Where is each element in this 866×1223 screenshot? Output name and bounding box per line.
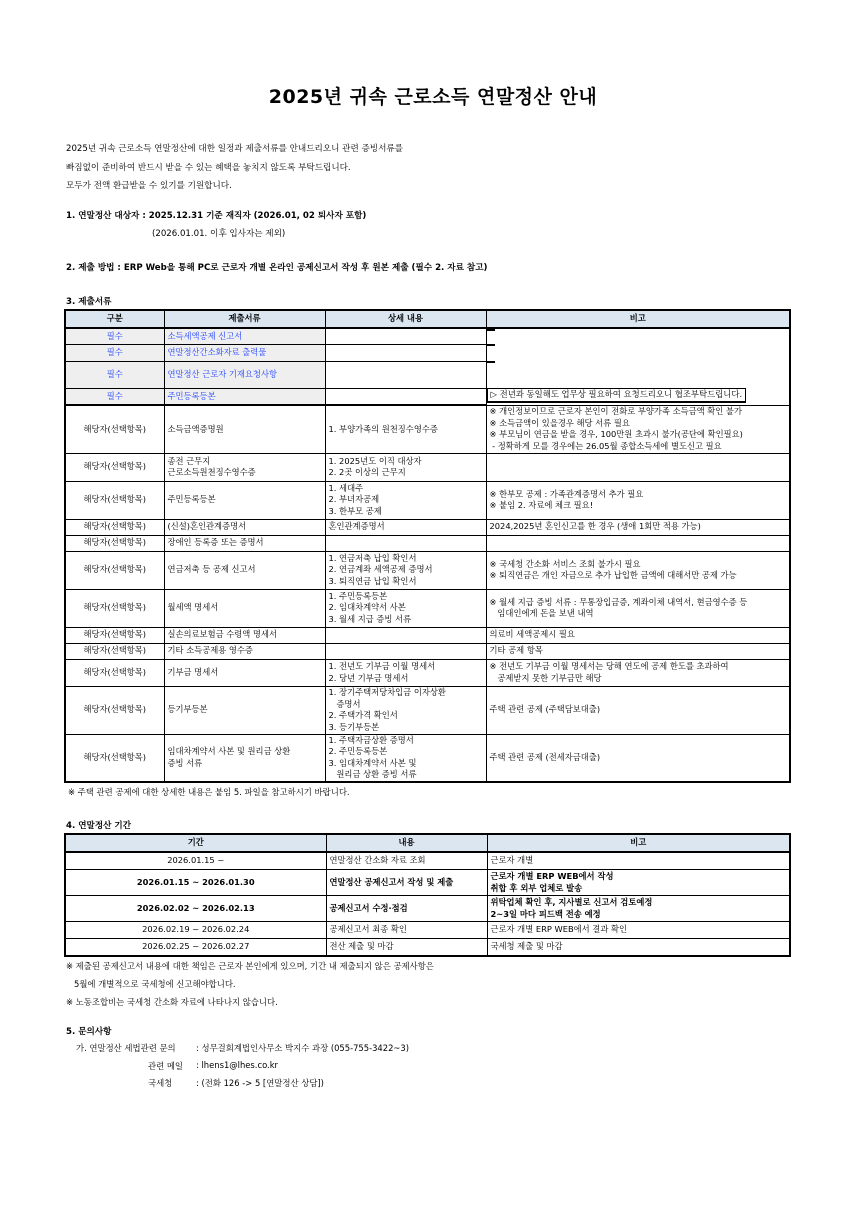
schedule-row	[65, 939, 790, 957]
note-line: 2~3일 마다 피드백 전송 예정	[490, 908, 601, 919]
optional-doc-row	[65, 481, 790, 519]
doc-line: 장애인 등록증 또는 증명서	[167, 537, 264, 548]
note-line: 의료비 세액공제시 필요	[489, 629, 575, 640]
table-header-row	[65, 310, 790, 328]
doc-cell	[164, 519, 325, 535]
detail-line: 2. 연금계좌 세액공제 증명서	[328, 564, 433, 575]
detail-line: 2. 2곳 이상의 근무지	[328, 467, 406, 477]
schedule-row	[65, 922, 790, 939]
table-header-row	[65, 834, 790, 852]
doc-cell	[164, 734, 325, 782]
doc-line: 기부금 명세서	[167, 666, 219, 677]
doc-line: 연금저축 등 공제 신고서	[167, 564, 256, 575]
detail-cell	[325, 551, 486, 589]
doc-cell	[164, 453, 325, 481]
note-line: ※ 퇴직연금은 개인 자금으로 추가 납입한 금액에 대해서만 공제 가능	[489, 570, 737, 580]
note-line: 기타 공제 항목	[489, 645, 543, 656]
doc-cell: 연말정산간소화자료 출력물	[164, 344, 325, 361]
doc-cell: 연말정산 근로자 기재요청사항	[164, 361, 325, 388]
detail-line: 3. 등기부등본	[328, 721, 380, 732]
contact-email-label: 관련 메일	[148, 1061, 184, 1071]
detail-line: 1. 2025년도 이직 대상자	[328, 455, 422, 466]
doc-line: 등기부등본	[167, 704, 208, 715]
detail-line: 2. 임대차계약서 사본	[328, 602, 406, 613]
note-cell	[486, 659, 790, 686]
note-line: 국세청 제출 및 마감	[490, 941, 563, 952]
note-line: 주택 관련 공제 (전세자금대출)	[489, 752, 601, 762]
type-cell: 해당자(선택항목)	[65, 405, 164, 453]
detail-cell	[325, 388, 486, 405]
detail-line: 3. 퇴직연금 납입 확인서	[328, 575, 417, 586]
note-cell	[486, 643, 790, 659]
required-doc-row	[65, 361, 790, 388]
note-cell	[486, 734, 790, 782]
type-cell: 해당자(선택항목)	[65, 453, 164, 481]
doc-cell	[164, 643, 325, 659]
note-cell: ▷ 전년과 동일해도 업무상 필요하여 요청드리오니 협조부탁드립니다.	[487, 388, 747, 403]
doc-line: 실손의료보험금 수령액 명세서	[167, 629, 277, 640]
note-line: ※ 국세청 간소화 서비스 조회 불가시 필요	[489, 558, 641, 569]
section3-title: 3. 제출서류	[66, 297, 112, 307]
doc-cell: 주민등록등본	[164, 388, 325, 405]
schedule-row	[65, 852, 790, 870]
doc-cell	[164, 659, 325, 686]
schedule-row	[65, 870, 790, 896]
doc-cell	[164, 589, 325, 627]
detail-line: 2. 당년 기부금 명세서	[328, 672, 409, 683]
optional-doc-row	[65, 686, 790, 734]
detail-cell	[325, 535, 486, 551]
optional-doc-row	[65, 734, 790, 782]
note-line: 2024,2025년 혼인신고를 한 경우 (생애 1회만 적용 가능)	[489, 521, 701, 532]
detail-cell	[325, 589, 486, 627]
doc-cell	[164, 535, 325, 551]
doc-line: (신설)혼인관계증명서	[167, 521, 247, 532]
note-cell	[487, 870, 790, 896]
type-cell: 해당자(선택항목)	[65, 481, 164, 519]
schedule-row	[65, 896, 790, 922]
detail-cell	[325, 519, 486, 535]
note-cell	[486, 453, 790, 481]
optional-doc-row	[65, 453, 790, 481]
note-line: 근로자 개별	[490, 855, 534, 866]
section5-title: 5. 문의사항	[66, 1027, 112, 1037]
note-cell	[487, 329, 495, 331]
note-line: 공제받지 못한 기부금만 해당	[489, 672, 602, 683]
contact-tax-value: : 성무걸회계법인사무소 박지수 과장 (055-755-3422~3)	[196, 1043, 410, 1053]
detail-cell	[325, 627, 486, 643]
detail-line: 2. 주택가격 확인서	[328, 710, 398, 720]
period-cell: 2026.01.15 ~ 2026.01.30	[65, 870, 326, 896]
note-cell	[487, 361, 495, 363]
detail-line: 혼인관계증명서	[328, 521, 385, 532]
contact-email-link[interactable]: : lhens1@lhes.co.kr	[196, 1060, 278, 1070]
header-note: 비고	[487, 834, 790, 852]
detail-line: 1. 전년도 기부금 이월 명세서	[328, 661, 436, 671]
header-note: 비고	[486, 310, 790, 328]
type-cell: 해당자(선택항목)	[65, 589, 164, 627]
contact-nts-value: : (전화 126 -> 5 [연말정산 상담])	[196, 1078, 324, 1088]
type-cell: 해당자(선택항목)	[65, 627, 164, 643]
doc-cell: 소득세액공제 신고서	[164, 328, 325, 344]
detail-cell	[325, 686, 486, 734]
detail-cell	[325, 643, 486, 659]
optional-doc-row	[65, 643, 790, 659]
doc-line: 임대차계약서 사본 및 원리금 상환	[167, 746, 291, 757]
content-cell: 전산 제출 및 마감	[326, 939, 487, 957]
header-content: 내용	[326, 834, 487, 852]
type-cell: 해당자(선택항목)	[65, 551, 164, 589]
note-line: ※ 개인정보이므로 근로자 본인이 전화로 부양가족 소득금액 확인 불가	[489, 406, 742, 416]
note-line: 근로자 개별 ERP WEB에서 작성	[490, 871, 614, 881]
type-cell: 필수	[65, 361, 164, 388]
detail-line: 1. 주민등록등본	[328, 590, 388, 601]
doc-line: 종전 근무지	[167, 455, 211, 466]
type-cell: 해당자(선택항목)	[65, 519, 164, 535]
note-line: 주택 관련 공제 (주택담보대출)	[489, 704, 601, 715]
optional-doc-row	[65, 535, 790, 551]
note-cell	[486, 405, 790, 453]
required-doc-row	[65, 388, 790, 405]
header-doc: 제출서류	[164, 310, 325, 328]
note-cell	[486, 627, 790, 643]
header-period: 기간	[65, 834, 326, 852]
note-cell	[487, 896, 790, 922]
detail-line: 2. 부녀자공제	[328, 494, 380, 505]
note-line: 5월에 개별적으로 국세청에 신고해야합니다.	[66, 979, 236, 989]
doc-line: 주민등록등본	[167, 494, 216, 505]
period-cell: 2026.02.02 ~ 2026.02.13	[65, 896, 326, 922]
detail-line: 2. 주민등록등본	[328, 746, 388, 757]
detail-cell	[325, 405, 486, 453]
doc-cell	[164, 551, 325, 589]
note-line: ※ 부모님이 연금을 받을 경우, 100만원 초과시 불가(공단에 확인필요)	[489, 429, 743, 439]
doc-line: 근로소득원천징수영수증	[167, 467, 256, 477]
doc-line: 기타 소득공제용 영수증	[167, 645, 253, 656]
intro-line: 2025년 귀속 근로소득 연말정산에 대한 일정과 제출서류를 안내드리오니 관련 증빙서류를	[66, 144, 404, 154]
detail-cell	[325, 659, 486, 686]
note-line: ※ 제출된 공제신고서 내용에 대한 책임은 근로자 본인에게 있으며, 기간 내 제출되지 않은 공제사항은	[66, 961, 434, 971]
period-cell: 2026.02.25 ~ 2026.02.27	[65, 939, 326, 957]
detail-line: 1. 세대주	[328, 482, 364, 493]
page-title: 2025년 귀속 근로소득 연말정산 안내	[268, 86, 598, 108]
type-cell: 필수	[65, 328, 164, 344]
note-cell	[486, 589, 790, 627]
intro-line: 빠짐없이 준비하여 반드시 받을 수 있는 혜택을 놓치지 않도록 부탁드립니다.	[66, 162, 351, 173]
detail-line: 3. 한부모 공제	[328, 505, 382, 516]
section4-notes	[66, 957, 434, 1011]
doc-line: 소득금액증명원	[167, 423, 224, 434]
detail-line: 원리금 상환 증빙 서류	[328, 769, 417, 780]
detail-cell	[325, 481, 486, 519]
note-line: ※ 전년도 기부금 이월 명세서는 당해 연도에 공제 한도를 초과하여	[489, 661, 729, 671]
doc-cell	[164, 481, 325, 519]
note-line: 취합 후 외부 업체로 발송	[490, 882, 583, 893]
detail-cell	[325, 328, 486, 344]
documents-table	[64, 309, 791, 783]
section4-title: 4. 연말정산 기간	[66, 821, 132, 831]
optional-doc-row	[65, 589, 790, 627]
note-line: ※ 노동조합비는 국세청 간소화 자료에 나타나지 않습니다.	[66, 997, 278, 1007]
note-line: ※ 소득금액이 있을경우 해당 서류 필요	[489, 417, 630, 428]
type-cell: 해당자(선택항목)	[65, 734, 164, 782]
note-cell	[486, 481, 790, 519]
header-detail: 상세 내용	[325, 310, 486, 328]
note-line: 근로자 개별 ERP WEB에서 결과 확인	[490, 924, 627, 935]
note-cell	[487, 852, 790, 870]
optional-doc-row	[65, 519, 790, 535]
note-line: ※ 붙임 2. 자료에 체크 필요!	[489, 500, 594, 510]
required-doc-row	[65, 344, 790, 361]
optional-doc-row	[65, 627, 790, 643]
note-cell	[486, 686, 790, 734]
content-cell: 연말정산 간소화 자료 조회	[326, 852, 487, 870]
detail-line: 1. 부양가족의 원천징수영수증	[328, 423, 438, 434]
required-doc-row	[65, 328, 790, 344]
detail-cell	[325, 344, 486, 361]
detail-line: 1. 장기주택저당차입금 이자상환	[328, 687, 446, 697]
detail-cell	[325, 453, 486, 481]
detail-line: 1. 주택자금상환 증명서	[328, 734, 414, 745]
intro-paragraph	[66, 140, 403, 196]
note-line: 임대인에게 돈을 보낸 내역	[489, 608, 594, 618]
content-cell: 연말정산 공제신고서 작성 및 제출	[326, 870, 487, 896]
doc-line: 월세액 명세서	[167, 602, 219, 613]
note-cell	[487, 939, 790, 957]
content-cell: 공제신고서 수정·점검	[326, 896, 487, 922]
type-cell: 해당자(선택항목)	[65, 643, 164, 659]
section2-title: 2. 제출 방법 : ERP Web을 통해 PC로 근로자 개별 온라인 공제신고서 작성 후 원본 제출 (필수 2. 자료 참고)	[66, 263, 488, 273]
header-type: 구분	[65, 310, 164, 328]
note-line: ※ 월세 지급 증빙 서류 : 무통장입금증, 계좌이체 내역서, 현금영수증 등	[489, 596, 748, 607]
note-line: 위탁업체 확인 후, 지사별로 신고서 검토예정	[490, 897, 653, 907]
detail-cell	[325, 361, 486, 388]
content-cell: 공제신고서 최종 확인	[326, 922, 487, 939]
optional-doc-row	[65, 551, 790, 589]
doc-cell	[164, 686, 325, 734]
contact-nts-label: 국세청	[148, 1078, 173, 1088]
note-line: - 정확하게 모를 경우에는 26.05월 종합소득세에 별도신고 필요	[489, 440, 722, 451]
period-cell: 2026.02.19 ~ 2026.02.24	[65, 922, 326, 939]
detail-line: 3. 임대차계약서 사본 및	[328, 757, 417, 768]
optional-doc-row	[65, 659, 790, 686]
type-cell: 해당자(선택항목)	[65, 686, 164, 734]
note-cell	[486, 519, 790, 535]
doc-cell	[164, 405, 325, 453]
note-cell	[486, 551, 790, 589]
doc-line: 증빙 서류	[167, 757, 203, 768]
note-cell	[486, 535, 790, 551]
type-cell: 해당자(선택항목)	[65, 535, 164, 551]
detail-line: 1. 연금저축 납입 확인서	[328, 552, 417, 563]
detail-cell	[325, 734, 486, 782]
note-cell	[487, 922, 790, 939]
type-cell: 필수	[65, 344, 164, 361]
section1-subtext: (2026.01.01. 이후 입사자는 제외)	[152, 229, 286, 239]
schedule-table	[64, 833, 791, 957]
doc-cell	[164, 627, 325, 643]
note-line: ※ 한부모 공제 : 가족관계증명서 추가 필요	[489, 488, 644, 499]
type-cell: 필수	[65, 388, 164, 405]
detail-line: 증명서	[328, 698, 361, 709]
period-cell: 2026.01.15 ~	[65, 852, 326, 870]
optional-doc-row	[65, 405, 790, 453]
type-cell: 해당자(선택항목)	[65, 659, 164, 686]
intro-line: 모두가 전액 환급받을 수 있기를 기원합니다.	[66, 181, 232, 191]
section1-title: 1. 연말정산 대상자 : 2025.12.31 기준 재직자 (2026.01, 02 퇴사자 포함)	[66, 211, 367, 221]
contact-tax-label: 가. 연말정산 세법관련 문의	[76, 1043, 176, 1053]
detail-line: 3. 월세 지급 증빙 서류	[328, 613, 412, 624]
note-cell	[487, 344, 495, 346]
section3-footnote: ※ 주택 관련 공제에 대한 상세한 내용은 붙임 5. 파일을 참고하시기 바랍니다.	[68, 787, 350, 797]
